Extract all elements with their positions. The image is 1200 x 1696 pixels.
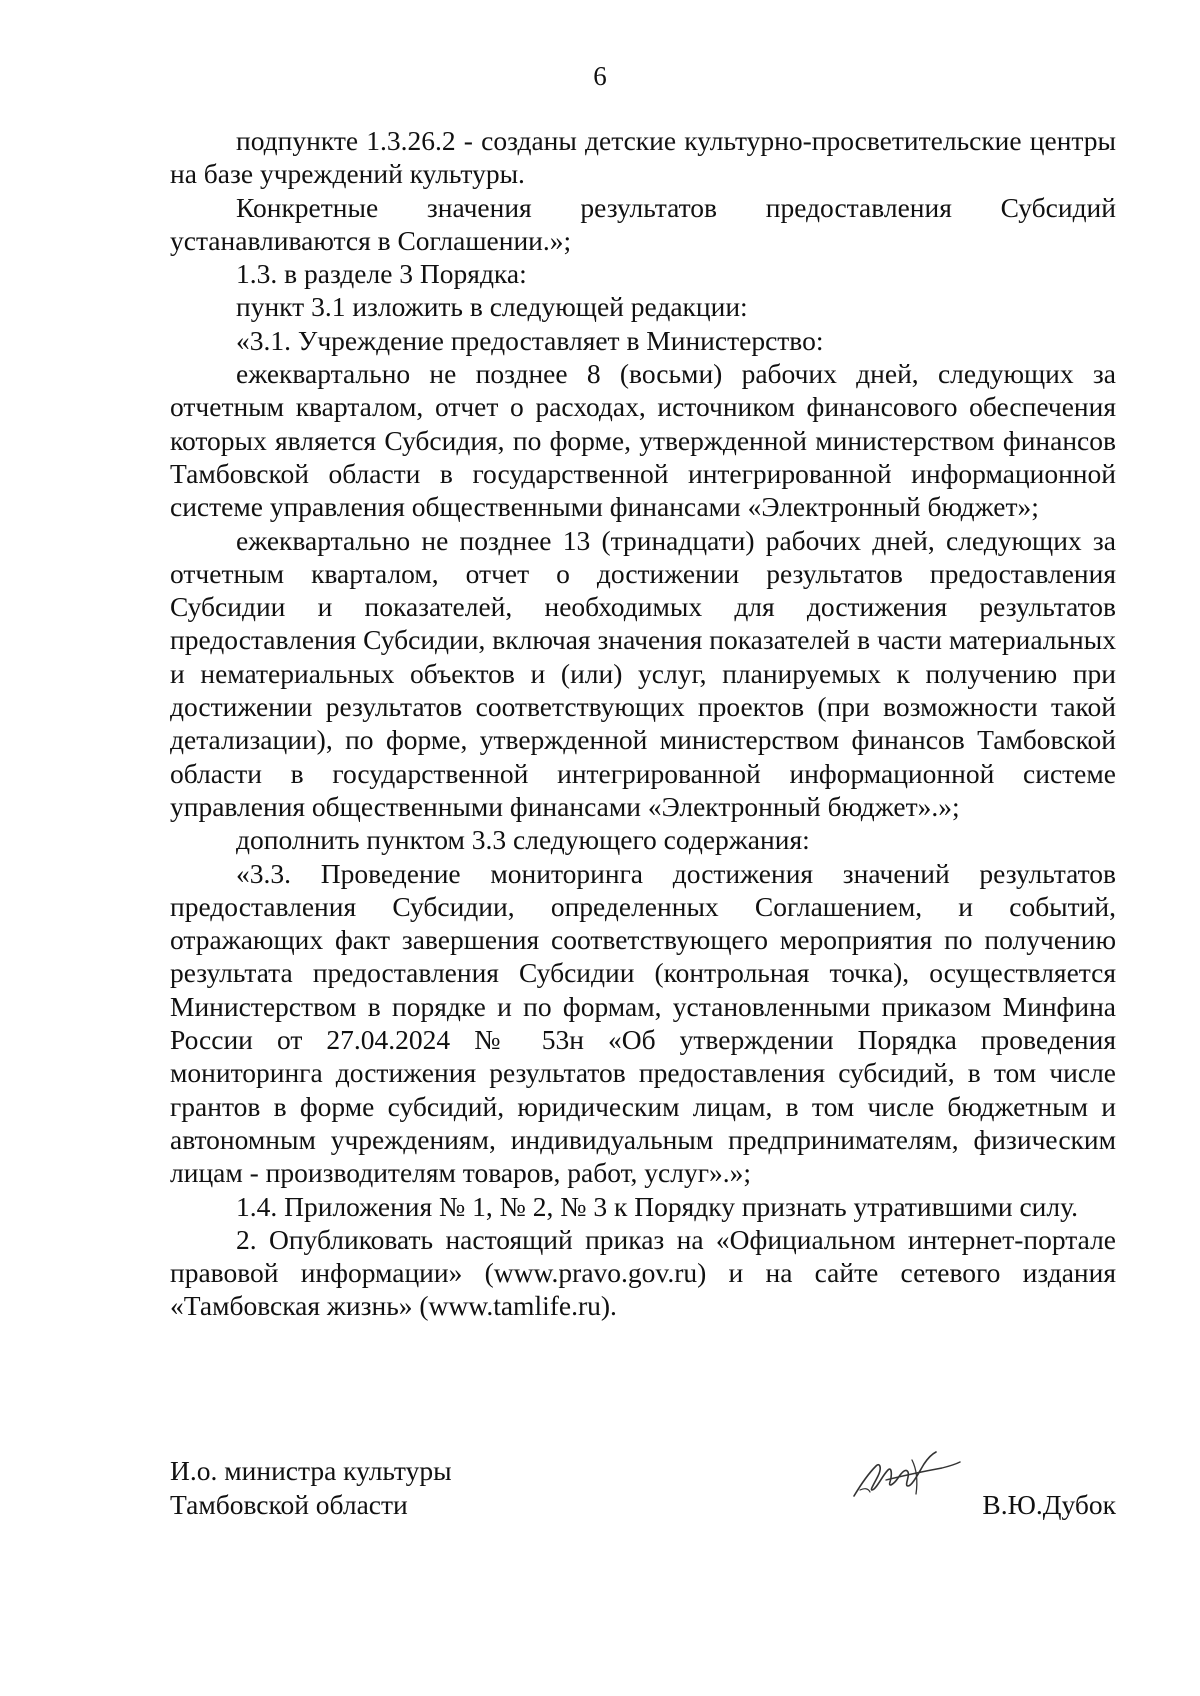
paragraph: пункт 3.1 изложить в следующей редакции: [236,291,748,323]
paragraph: дополнить пунктом 3.3 следующего содержания: [236,824,810,856]
signature-block [170,1454,1116,1534]
handwritten-signature-icon [846,1446,966,1506]
paragraph: 1.4. Приложения № 1, № 2, № 3 к Порядку признать утратившими силу. [236,1190,1078,1222]
paragraph: 1.3. в разделе 3 Порядка: [236,258,527,290]
paragraph: подпункте 1.3.26.2 - созданы детские культурно-просветительские центры на базе учреждений культуры. [170,125,1116,190]
signatory-name: В.Ю.Дубок [982,1489,1116,1520]
signatory-position-line: И.о. министра культуры [170,1455,452,1486]
signatory-position [170,1454,452,1522]
paragraph: ежеквартально не позднее 13 (тринадцати) рабочих дней, следующих за отчетным кварталом, отчет о достижении результатов предоставления Субсидии и показателей, необходимых для достижения результатов предоставления Субсидии, включая значения показателей в части материальных и нематериальных объектов и (или) услуг, планируемых к получению при достижении результатов соответствующих проектов (при возможности такой детализации), по форме, утвержденной министерством финансов Тамбовской области в государственной интегрированной информационной системе управления общественными финансами «Электронный бюджет».»; [170,524,1116,822]
signatory-position-line: Тамбовской области [170,1489,408,1520]
paragraph: «3.1. Учреждение предоставляет в Министерство: [236,324,824,356]
paragraph: Конкретные значения результатов предоставления Субсидий устанавливаются в Соглашении.»; [170,191,1116,256]
paragraph: «3.3. Проведение мониторинга достижения значений результатов предоставления Субсидии, определенных Соглашением, и событий, отражающих факт завершения соответствующего мероприятия по получению результата предоставления Субсидии (контрольная точка), осуществляется Министерством в порядке и по формам, установленными приказом Минфина России от 27.04.2024 № 53н «Об утверждении Порядка проведения мониторинга достижения результатов предоставления субсидий, в том числе грантов в форме субсидий, юридическим лицам, в том числе бюджетным и автономным учреждениям, индивидуальным предпринимателям, физическим лицам - производителям товаров, работ, услуг».»; [170,857,1116,1189]
paragraph: 2. Опубликовать настоящий приказ на «Официальном интернет-портале правовой информации» (www.pravo.gov.ru) и на сайте сетевого издания «Тамбовская жизнь» (www.tamlife.ru). [170,1223,1116,1322]
document-body [170,124,1116,1323]
page-number: 6 [593,61,607,91]
paragraph: ежеквартально не позднее 8 (восьми) рабочих дней, следующих за отчетным кварталом, отчет о расходах, источником финансового обеспечения которых является Субсидия, по форме, утвержденной министерством финансов Тамбовской области в государственной интегрированной информационной системе управления общественными финансами «Электронный бюджет»; [170,358,1116,523]
